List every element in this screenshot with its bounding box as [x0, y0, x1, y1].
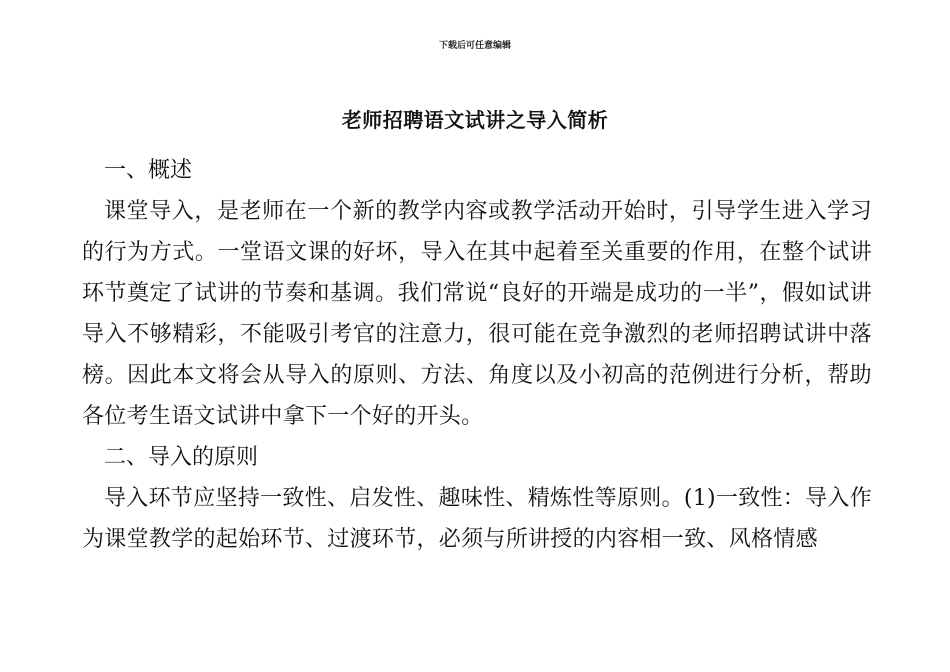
document-body [82, 150, 872, 560]
header-note: 下载后可任意编辑 [438, 41, 511, 51]
section-heading-overview: 一、概述 [104, 158, 193, 183]
document-title: 老师招聘语文试讲之导入简析 [341, 108, 609, 132]
paragraph-principles: 导入环节应坚持一致性、启发性、趣味性、精炼性等原则。(1)一致性：导入作为课堂教学的起始环节、过渡环节，必须与所讲授的内容相一致、风格情感 [82, 486, 872, 552]
section-heading-principles: 二、导入的原则 [104, 445, 259, 470]
paragraph-overview: 课堂导入，是老师在一个新的教学内容或教学活动开始时，引导学生进入学习的行为方式。一堂语文课的好坏，导入在其中起着至关重要的作用，在整个试讲环节奠定了试讲的节奏和基调。我们常说“良好的开端是成功的一半”，假如试讲导入不够精彩，不能吸引考官的注意力，很可能在竞争激烈的老师招聘试讲中落榜。因此本文将会从导入的原则、方法、角度以及小初高的范例进行分析，帮助各位考生语文试讲中拿下一个好的开头。 [82, 199, 872, 429]
